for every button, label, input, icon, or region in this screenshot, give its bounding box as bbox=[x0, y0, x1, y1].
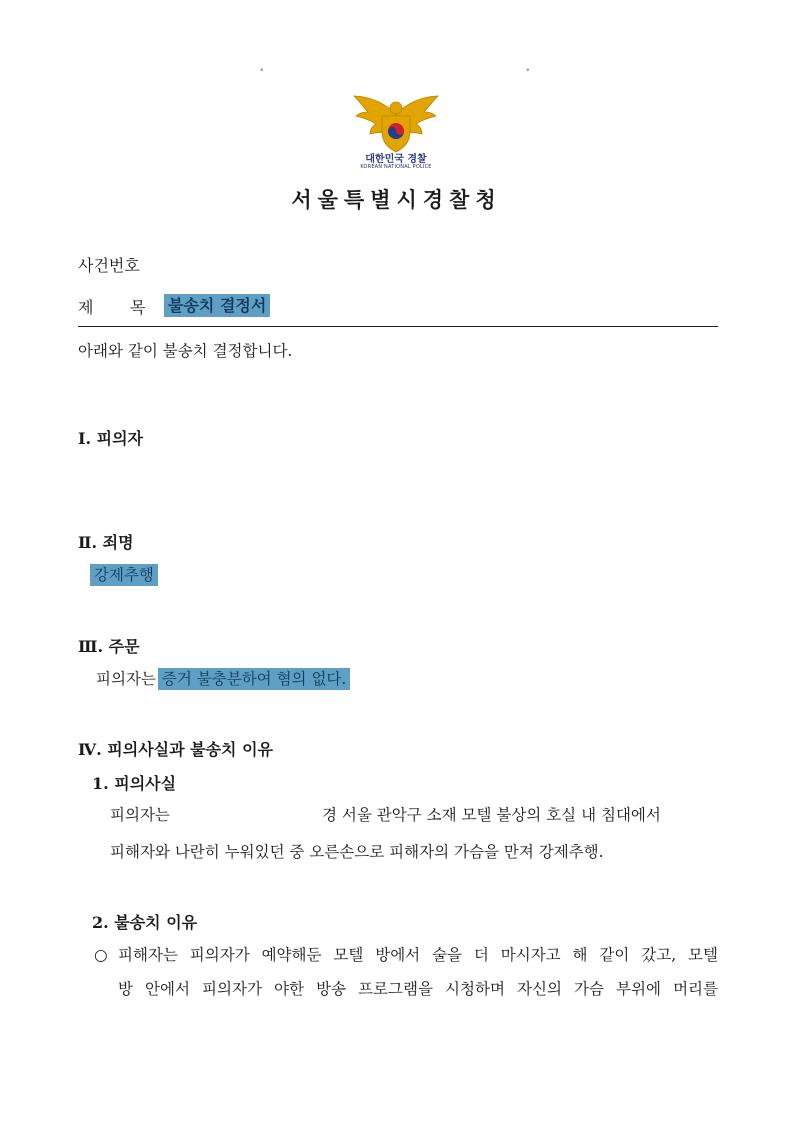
allegation-line1-prefix: 피의자는 bbox=[110, 806, 170, 824]
subsection-1-title: 1. 피의사실 bbox=[92, 774, 177, 793]
allegation-line1-rest: 경 서울 관악구 소재 모텔 불상의 호실 내 침대에서 bbox=[322, 806, 661, 824]
subject-value: 불송치 결정서 bbox=[164, 294, 270, 317]
section-1-title: Ⅰ. 피의자 bbox=[78, 429, 143, 448]
reason-line2: 방 안에서 피의자가 야한 방송 프로그램을 시청하며 자신의 가슴 부위에 머리를 bbox=[118, 980, 718, 998]
allegation-line2: 피해자와 나란히 누워있던 중 오른손으로 피해자의 가슴을 만져 강제추행. bbox=[110, 843, 604, 861]
reason-line1: 피해자는 피의자가 예약해둔 모텔 방에서 술을 더 마시자고 해 같이 갔고, 모텔 bbox=[118, 946, 718, 964]
verdict-text: 증거 불충분하여 혐의 없다. bbox=[158, 668, 350, 690]
header-divider bbox=[78, 326, 718, 327]
section-3-title: Ⅲ. 주문 bbox=[78, 637, 140, 656]
charge-name: 강제추행 bbox=[90, 564, 158, 586]
subsection-2-title: 2. 불송치 이유 bbox=[92, 913, 198, 932]
section-4-title: Ⅳ. 피의사실과 불송치 이유 bbox=[78, 740, 273, 759]
verdict-prefix: 피의자는 bbox=[96, 670, 156, 688]
section-2-title: Ⅱ. 죄명 bbox=[78, 533, 134, 552]
bullet-circle: ○ bbox=[94, 946, 108, 964]
subject-label-part2: 목 bbox=[130, 298, 146, 317]
intro-text: 아래와 같이 불송치 결정합니다. bbox=[78, 342, 293, 360]
emblem-title: 대한민국 경찰 bbox=[365, 154, 427, 165]
mark-dot-left: ° bbox=[260, 68, 264, 76]
emblem-subtitle: KOREAN NATIONAL POLICE bbox=[360, 164, 432, 170]
org-name-heading: 서울특별시경찰청 bbox=[291, 187, 502, 212]
mark-dot-right: ° bbox=[526, 68, 530, 76]
subject-label-part1: 제 bbox=[78, 298, 94, 317]
case-number-label: 사건번호 bbox=[78, 256, 140, 275]
